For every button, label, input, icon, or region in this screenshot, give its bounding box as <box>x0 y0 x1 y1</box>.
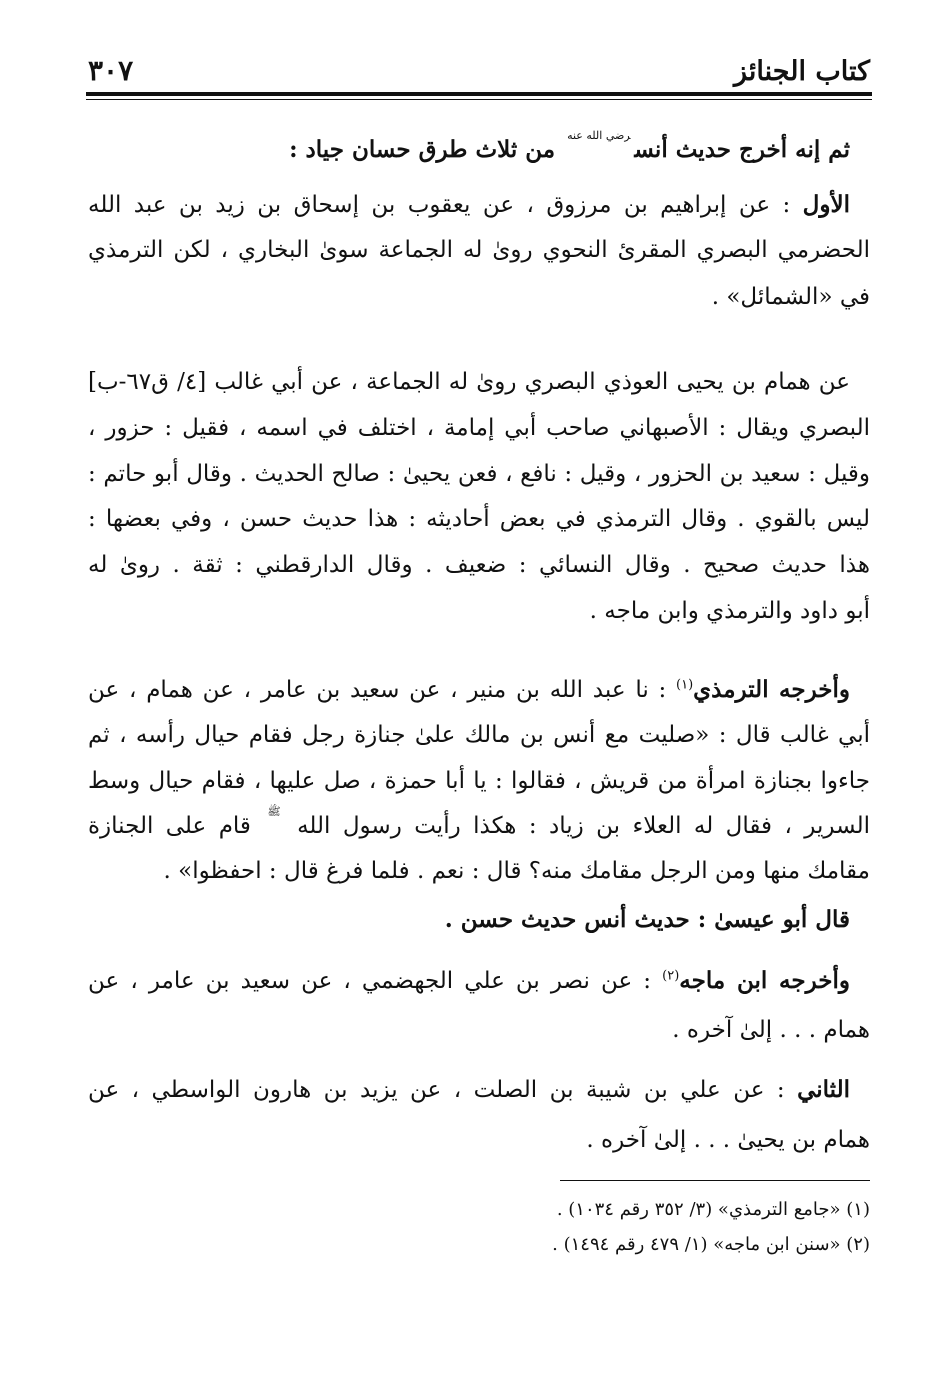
text-segment: ثم إنه أخرج حديث أنس <box>634 136 850 163</box>
text-segment: عن همام بن يحيى العوذي البصري روىٰ له الجماعة ، عن أبي غالب [٤/ ق٦٧-ب] <box>88 369 851 395</box>
footnote-marker: (٢) <box>662 968 680 984</box>
text-segment: مقامك منها ومن الرجل مقامك منه؟ قال : نعم . فلما فرغ قال : احفظوا» . <box>163 858 870 884</box>
chapter-title: كتاب الجنائز <box>734 56 870 87</box>
text-segment: البصري ويقال : الأصبهاني صاحب أبي إمامة ، اختلف في اسمه ، فقيل : حزور ، <box>88 415 870 441</box>
text-segment: قام على الجنازة <box>88 813 264 839</box>
text-segment: جاءوا بجنازة امرأة من قريش ، فقالوا : يا أبا حمزة ، صل عليها ، فقام حيال وسط <box>88 768 870 794</box>
text-segment: همام . . . إلىٰ آخره . <box>672 1017 870 1043</box>
text-line <box>88 589 870 633</box>
text-segment: همام بن يحيىٰ . . . إلىٰ آخره . <box>586 1127 870 1153</box>
text-segment: : عن إبراهيم بن مرزوق ، عن يعقوب بن إسحاق بن زيد بن عبد الله <box>88 192 803 218</box>
text-segment: وأخرجه الترمذي <box>693 676 850 703</box>
text-line <box>88 713 870 757</box>
text-segment: أبو داود والترمذي وابن ماجه . <box>589 598 870 624</box>
text-segment: وقيل : سعيد بن الحزور ، وقيل : نافع ، فعن يحيىٰ : صالح الحديث . وقال أبو حاتم : <box>88 461 870 487</box>
text-line <box>88 452 870 496</box>
text-segment: الأول <box>802 191 850 218</box>
text-line <box>88 360 870 404</box>
text-segment: هذا حديث صحيح . وقال النسائي : ضعيف . وقال الدارقطني : ثقة . روىٰ له <box>88 552 870 578</box>
honorific-glyph: ﷺ <box>267 805 281 818</box>
text-line <box>88 128 870 172</box>
footnote-1: (١) «جامع الترمذي» (٣/ ٣٥٢ رقم ١٠٣٤) . <box>556 1199 870 1220</box>
text-segment: : عن نصر بن علي الجهضمي ، عن سعيد بن عامر ، عن <box>88 968 663 994</box>
footnote-2: (٢) «سنن ابن ماجه» (١/ ٤٧٩ رقم ١٤٩٤) . <box>552 1234 870 1255</box>
text-segment: قال أبو عيسىٰ : حديث أنس حديث حسن . <box>444 906 850 933</box>
text-line <box>88 849 870 893</box>
text-line <box>88 275 870 319</box>
text-line <box>88 183 870 227</box>
header-rule <box>86 92 872 96</box>
footnote-marker: (١) <box>676 677 694 693</box>
text-segment: الثاني <box>797 1076 850 1103</box>
text-line <box>88 759 870 803</box>
text-line <box>88 228 870 272</box>
footnote-separator <box>560 1180 870 1181</box>
text-segment: ليس بالقوي . وقال الترمذي في بعض أحاديثه : هذا حديث حسن ، وفي بعضها : <box>88 506 870 532</box>
text-segment: : عن علي بن شيبة بن الصلت ، عن يزيد بن هارون الواسطي ، عن <box>88 1077 798 1103</box>
page-number: ٣٠٧ <box>88 54 134 87</box>
text-segment: أبي غالب قال : «صليت مع أنس بن مالك علىٰ جنازة رجل فقام حيال رأسه ، ثم <box>88 722 870 748</box>
text-line <box>88 1118 870 1162</box>
text-line <box>88 543 870 587</box>
text-line <box>88 668 870 712</box>
text-line <box>88 406 870 450</box>
text-line <box>88 959 870 1003</box>
text-line <box>88 804 870 848</box>
text-line <box>88 1068 870 1112</box>
honorific-glyph: رضي الله عنه <box>567 129 631 142</box>
text-segment: السرير ، فقال له العلاء بن زياد : هكذا رأيت رسول الله <box>284 813 870 839</box>
text-segment: وأخرجه ابن ماجه <box>679 967 850 994</box>
text-segment: الحضرمي البصري المقرئ النحوي روىٰ له الجماعة سوىٰ البخاري ، لكن الترمذي <box>88 237 870 263</box>
text-line <box>88 898 870 942</box>
text-line <box>88 1008 870 1052</box>
text-line <box>88 497 870 541</box>
text-segment: : نا عبد الله بن منير ، عن سعيد بن عامر ، عن همام ، عن <box>88 677 677 703</box>
header-rule-thin <box>86 99 872 100</box>
text-segment: من ثلاث طرق حسان جياد : <box>289 136 564 163</box>
text-segment: في «الشمائل» . <box>711 284 870 310</box>
